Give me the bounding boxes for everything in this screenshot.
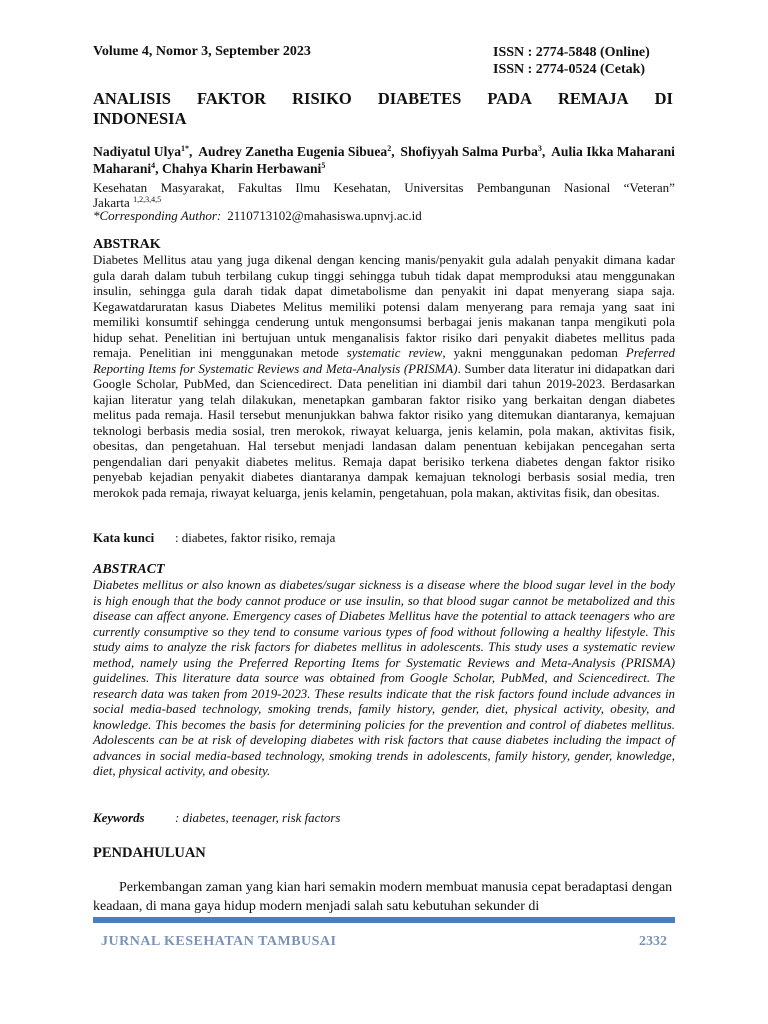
- keywords: Keywords : diabetes, teenager, risk factors: [93, 811, 341, 825]
- title-word: PADA: [487, 89, 532, 108]
- author: Audrey Zanetha Eugenia Sibuea$^2$,: [198, 144, 395, 159]
- author: Aulia Ikka Maharani: [551, 144, 675, 159]
- abstrak-body: Diabetes Mellitus atau yang juga dikenal dengan kencing manis/penyakit gula adalah penyakit dimana kadar gula darah dalam tubuh terbilang cukup tinggi sehingga tubuh tidak dapat memproduksi atau menggunakan insulin, sehingga gula darah tidak dapat dimetabolisme dan penyakit ini dapat menyerang siapa saja. Kegawatdaruratan kasus Diabetes Melitus memiliki potensi dalam menyerang para remaja yang saat ini memiliki konsumtif sehingga cenderung untuk mengonsumsi berbagai jenis makanan tanpa mengikuti pola hidup sehat. Penelitian ini bertujuan untuk menganalisis faktor risiko dari penyakit diabetes mellitus pada remaja. Penelitian ini menggunakan metode systematic review, yakni menggunakan pedoman Preferred Reporting Items for Systematic Reviews and Meta-Analysis (PRISMA). Sumber data literatur ini didapatkan dari Google Scholar, PubMed, dan Sciencedirect. Data penelitian ini diambil dari tahun 2019-2023. Berdasarkan kajian literatur yang telah dilakukan, menetapkan gambaran faktor risiko yang berkaitan dengan diabetes melitus pada remaja. Hasil tersebut menunjukkan bahwa faktor risiko yang ditemukan diantaranya, kemajuan teknologi berbasis media sosial, tren merokok, riwayat keluarga, jenis kelamin, pola makan, aktivitas fisik, obesitas, dan pengetahuan. Hal tersebut menjadi landasan dalam penentuan kebijakan pencegahan serta pengendalian dari penyakit diabetes melitus. Remaja dapat berisiko terkena diabetes dengan faktor risiko penyebab kejadian penyakit diabetes diantaranya dampak kemajuan teknologi berbasis sosial media, tren merokok pada remaja, riwayat keluarga, jenis kelamin, pengetahuan, pola makan, aktivitas fisik, dan obesitas.: [93, 253, 676, 500]
- title-word: REMAJA: [558, 89, 629, 108]
- abstract-heading: ABSTRACT: [93, 562, 165, 577]
- author: Chahya Kharin Herbawani$^5$: [161, 161, 326, 176]
- author-email[interactable]: 2110713102@mahasiswa.upnvj.ac.id: [227, 208, 422, 223]
- journal-name: JURNAL KESEHATAN TAMBUSAI: [101, 934, 337, 949]
- title-word: RISIKO: [292, 89, 352, 108]
- page-number: 2332: [639, 934, 667, 949]
- article-title: [93, 89, 673, 129]
- title-word: DIABETES: [377, 89, 462, 108]
- issn-online: ISSN : 2774-5848 (Online): [493, 45, 650, 60]
- author-list: [93, 143, 675, 177]
- abstrak-heading: ABSTRAK: [93, 237, 161, 252]
- title-word: ANALISIS: [93, 89, 171, 108]
- volume-info: Volume 4, Nomor 3, September 2023: [93, 44, 311, 59]
- title-word: FAKTOR: [197, 89, 267, 108]
- pendahuluan-heading: PENDAHULUAN: [93, 845, 206, 861]
- author-continued: Maharani$^4$,: [93, 161, 162, 176]
- journal-page: [93, 0, 675, 1024]
- title-word: DI: [654, 89, 673, 108]
- author: Shofiyyah Salma Purba$^3$,: [400, 144, 546, 159]
- issn-print: ISSN : 2774-0524 (Cetak): [493, 62, 646, 77]
- footer-rule: [93, 917, 675, 923]
- title-line-2: INDONESIA: [93, 109, 187, 128]
- pendahuluan-body: Perkembangan zaman yang kian hari semakin modern membuat manusia cepat beradaptasi dengan keadaan, di mana gaya hidup modern menjadi salah satu kebutuhan sekunder di: [93, 880, 673, 914]
- abstract-body: Diabetes mellitus or also known as diabetes/sugar sickness is a disease where the blood sugar level in the body is high enough that the body cannot produce or use insulin, so that blood sugar cannot be metabolized and this disease can affect anyone. Emergency cases of Diabetes Mellitus have the potential to attack teenagers who are currently consumptive so they tend to consume various types of food without following a healthy lifestyle. This study aims to analyze the risk factors for diabetes mellitus in adolescents. This study uses a systematic review method, namely using the Preferred Reporting Items for Systematic Reviews and Meta-Analysis (PRISMA) guidelines. This literature data source was obtained from Google Scholar, PubMed, and Sciencedirect. The research data was taken from 2019-2023. These results indicate that the risk factors found include advances in social media-based technology, smoking trends, family history, gender, diet, physical activity, obesity, and knowledge. This becomes the basis for determining policies for the prevention and control of diabetes mellitus. Adolescents can be at risk of developing diabetes with risk factors that cause diabetes including the impact of advances in social media-based technology, smoking trends in adolescents, family history, gender, knowledge, diet, physical activity, and obesity.: [93, 578, 675, 778]
- issn-block: [493, 44, 650, 78]
- affiliation: Kesehatan Masyarakat, Fakultas Ilmu Kesehatan, Universitas Pembangunan Nasional “Veteran” Jakarta $^{1,2,3,4,5}$: [93, 180, 675, 210]
- title-line-1: [93, 89, 673, 109]
- author: Nadiyatul Ulya$^{1*}$,: [93, 144, 193, 159]
- kata-kunci: Kata kunci : diabetes, faktor risiko, remaja: [93, 531, 336, 545]
- corresponding-author: *Corresponding Author: 2110713102@mahasiswa.upnvj.ac.id: [93, 208, 422, 223]
